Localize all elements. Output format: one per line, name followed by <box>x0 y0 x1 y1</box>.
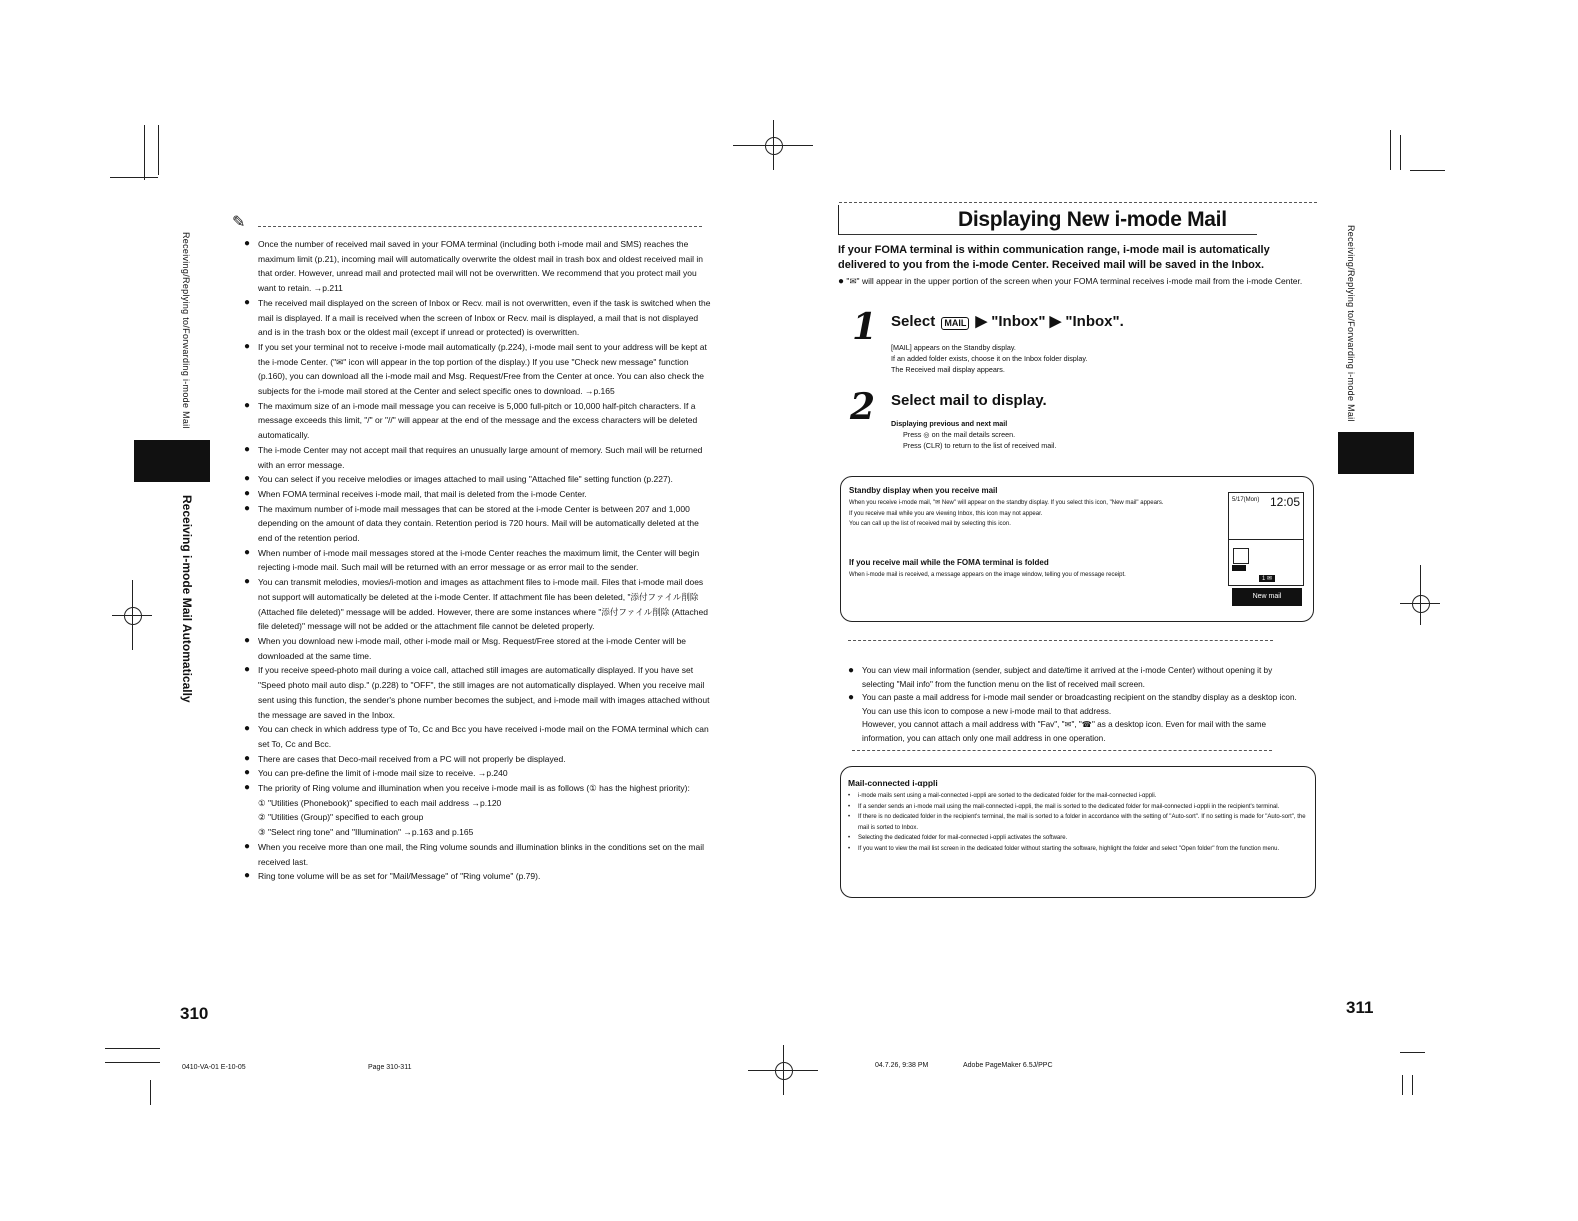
registration-mark-bottom-center <box>748 1045 818 1095</box>
left-note-item: ● If you receive speed-photo mail during a voice call, attached still images are automatically displayed. If you have set "Speed photo mail auto disp." (p.228) to "OFF", the still images are not automatically displayed. When you receive mail sent using this function, the sender's phone number becomes the subject, and i-mode mail with images attached without the message are saved in the Inbox. <box>244 663 712 722</box>
right-note-item: However, you cannot attach a mail address with "Fav", "✉", "☎" as a desktop icon. Even for mail with the same information, you can attach only one mail address in one operation. <box>862 720 1267 743</box>
lead-paragraph: If your FOMA terminal is within communication range, i-mode mail is automatically delivered to you from the i-mode Center. Received mail will be saved in the Inbox. <box>838 244 1270 271</box>
left-note-item: ● Ring tone volume will be as set for "Mail/Message" of "Ring volume" (p.79). <box>244 869 712 884</box>
box1-text-2: When i-mode mail is received, a message appears on the image window, telling you of message receipt. <box>849 572 1126 578</box>
left-side-label-large: Receiving i-mode Mail Automatically <box>180 495 194 703</box>
left-note-item: ● When number of i-mode mail messages stored at the i-mode Center reaches the maximum limit, the Center will begin rejecting i-mode mail. Such mail will be returned with an error message or as error mail to the sender. <box>244 546 712 575</box>
left-note-subitem: ① "Utilities (Phonebook)" specified to each mail address →p.120 <box>258 797 502 808</box>
left-notes-list <box>244 237 712 884</box>
left-note-subitem: ③ "Select ring tone" and "Illumination" →p.163 and p.165 <box>258 827 474 838</box>
standby-screen: 5/17(Mon) 12:05 1 ✉ <box>1228 492 1304 586</box>
right-page-number: 311 <box>1346 998 1374 1017</box>
left-note-item: ● The received mail displayed on the screen of Inbox or Recv. mail is not overwritten, even if the task is switched when the mail is displayed. If a mail is received when the screen of Inbox or Recv. mail is displayed, a mail that is not displayed and is in the trash box or the oldest mail (except if unread or protected) is overwritten. <box>244 296 712 340</box>
box1-heading-2: If you receive mail while the FOMA terminal is folded <box>849 558 1049 567</box>
step-1-instruction: Select MAIL ▶ "Inbox" ▶ "Inbox". <box>891 313 1124 330</box>
left-note-subitem: ② "Utilities (Group)" specified to each group <box>258 812 424 823</box>
crop-mark-bottom-left <box>105 1040 165 1110</box>
left-note-item: ● Once the number of received mail saved in your FOMA terminal (including both i-mode mail and SMS) reaches the maximum limit (p.21), incoming mail will automatically overwrite the oldest mail in trash box and oldest received mail in that order. However, unread mail and protected mail will not be overwritten. We recommend that you protect mail you want to retain. →p.211 <box>244 237 712 296</box>
left-note-item: ● When FOMA terminal receives i-mode mail, that mail is deleted from the i-mode Center. <box>244 487 712 502</box>
left-note-item: ● When you receive more than one mail, the Ring volume sounds and illumination blinks in the conditions set on the mail received last. <box>244 840 712 869</box>
left-note-item: ● If you set your terminal not to receive i-mode mail automatically (p.224), i-mode mail sent to your address will be kept at the i-mode Center. ("✉" icon will appear in the top portion of the display.) If you use "Check new message" function (p.160), you can download all the i-mode mail and Msg. Request/Free from the Center at once. You can also check the subjects for the i-mode mail stored at the Center and select specific ones to download. →p.165 <box>244 340 712 399</box>
left-note-item: ● The maximum size of an i-mode mail message you can receive is 5,000 full-pitch or 10,000 half-pitch characters. If a message exceeds this limit, "/" or "//" will appear at the end of the message and the excess characters will be deleted automatically. <box>244 399 712 443</box>
step-2-instruction: Select mail to display. <box>891 392 1047 409</box>
registration-mark-left <box>112 580 152 650</box>
right-side-label-small: Receiving/Replying to/Forwarding i-mode Mail <box>1346 225 1356 422</box>
box2-list-item: • If you want to view the mail list screen in the dedicated folder without starting the software, highlight the folder and select "Open folder" from the function menu. <box>848 845 1280 852</box>
footer-meta: 04.7.26, 9:38 PM <box>875 1062 929 1069</box>
box2-list-item: • i-mode mails sent using a mail-connected i-αppli are sorted to the dedicated folder for the mail-connected i-αppli. <box>848 793 1157 799</box>
footer-app: Adobe PageMaker 6.5J/PPC <box>963 1062 1053 1069</box>
left-note-item: ● The priority of Ring volume and illumination when you receive i-mode mail is as follows (① has the highest priority): <box>244 781 712 796</box>
box1-heading: Standby display when you receive mail <box>849 486 998 495</box>
footer-page: Page 310-311 <box>368 1064 412 1071</box>
right-notes-list <box>848 664 1303 745</box>
box2-heading: Mail-connected i-αppli <box>848 778 938 788</box>
registration-mark-top-center <box>733 120 813 170</box>
left-page-number: 310 <box>180 1004 209 1023</box>
box1-text: When you receive i-mode mail, "✉ New" will appear on the standby display. If you select this icon, "New mail" appears. If you receive mail while you are viewing Inbox, this icon may not appear. You can call up the list of received mail by selecting this icon. <box>849 500 1164 527</box>
step-1-number: 1 <box>852 306 878 348</box>
left-note-item: ● The i-mode Center may not accept mail that requires an unusually large amount of memory. Such mail will be returned with an error message. <box>244 443 712 472</box>
box2-list <box>848 791 1308 854</box>
phone-date: 5/17(Mon) <box>1232 497 1260 503</box>
left-note-item: ● The maximum number of i-mode mail messages that can be stored at the i-mode Center is between 207 and 1,000 depending on the amount of data they contain. Retention period is 720 hours. Mail will be automatically deleted at the end of the retention period. <box>244 502 712 546</box>
right-side-tab <box>1338 432 1414 474</box>
left-note-item: ● When you download new i-mode mail, other i-mode mail or Msg. Request/Free stored at the i-mode Center will be downloaded at the same time. <box>244 634 712 663</box>
folded-screen: New mail <box>1232 588 1302 606</box>
note-header <box>232 212 702 232</box>
right-notes-header <box>848 640 1273 641</box>
box2-list-item: • If a sender sends an i-mode mail using the mail-connected i-αppli, the mail is sorted to the dedicated folder for mail-connected i-αppli in the recipient's terminal. <box>848 803 1280 810</box>
crop-mark-top-left <box>100 125 160 185</box>
left-note-item: ● You can transmit melodies, movies/i-motion and images as attachment files to i-mode mail. Files that i-mode mail does not support will automatically be deleted at the i-mode Center. If attachment file has been deleted, "添付ファイル削除 (Attached file deleted)" message will be added. However, there are some instances where "添付ファイル削除 (Attached file deleted)" message will not be added or the attachment file cannot be deleted properly. <box>244 575 712 634</box>
left-note-item: ● You can select if you receive melodies or images attached to mail using "Attached file" setting function (p.227). <box>244 472 712 487</box>
crop-mark-top-right <box>1380 130 1450 180</box>
phone-time: 12:05 <box>1269 495 1300 509</box>
footer-file: 0410-VA-01 E-10-05 <box>182 1064 246 1071</box>
right-note-item: ● You can view mail information (sender, subject and date/time it arrived at the i-mode Center) without opening it by selecting "Mail info" from the function menu on the list of received mail screen. <box>848 664 1303 691</box>
left-note-item: ● You can pre-define the limit of i-mode mail size to receive. →p.240 <box>244 766 712 781</box>
left-side-tab <box>134 440 210 482</box>
left-note-item: ● You can check in which address type of To, Cc and Bcc you have received i-mode mail on the FOMA terminal which can set To, Cc and Bcc. <box>244 722 712 751</box>
step-2-number: 2 <box>850 386 876 428</box>
step-2-details: Displaying previous and next mail Press ◎ on the mail details screen. Press (CLR) to return to the list of received mail. <box>891 419 1057 450</box>
new-mail-icon <box>1233 548 1249 564</box>
step-1-details: [MAIL] appears on the Standby display. If an added folder exists, choose it on the Inbox folder display. The Received mail display appears. <box>891 343 1088 374</box>
right-notes-footer <box>852 750 1272 751</box>
right-note-item: ● You can paste a mail address for i-mode mail sender or broadcasting recipient on the standby display as a desktop icon. You can use this icon to compose a new i-mode mail to that address. <box>848 691 1303 718</box>
box2-list-item: • If there is no dedicated folder in the recipient's terminal, the mail is sorted to a folder in accordance with the setting of "Auto-sort". If no setting is made for "Auto-sort", the mail is sorted to Inbox. <box>848 814 1306 831</box>
memo-icon: ✎ <box>232 214 246 231</box>
mail-key-icon: MAIL <box>941 317 969 330</box>
left-note-item: ● There are cases that Deco-mail received from a PC will not properly be displayed. <box>244 752 712 767</box>
registration-mark-right <box>1400 565 1440 625</box>
lead-note: ● "✉" will appear in the upper portion of the screen when your FOMA terminal receives i-mode mail from the i-mode Center. <box>838 276 1303 287</box>
box2-list-item: • Selecting the dedicated folder for mail-connected i-αppli activates the software. <box>848 835 1068 841</box>
crop-mark-bottom-right <box>1390 1040 1430 1100</box>
left-side-label-small: Receiving/Replying to/Forwarding i-mode Mail <box>181 232 191 429</box>
page-title: Displaying New i-mode Mail <box>958 208 1227 231</box>
